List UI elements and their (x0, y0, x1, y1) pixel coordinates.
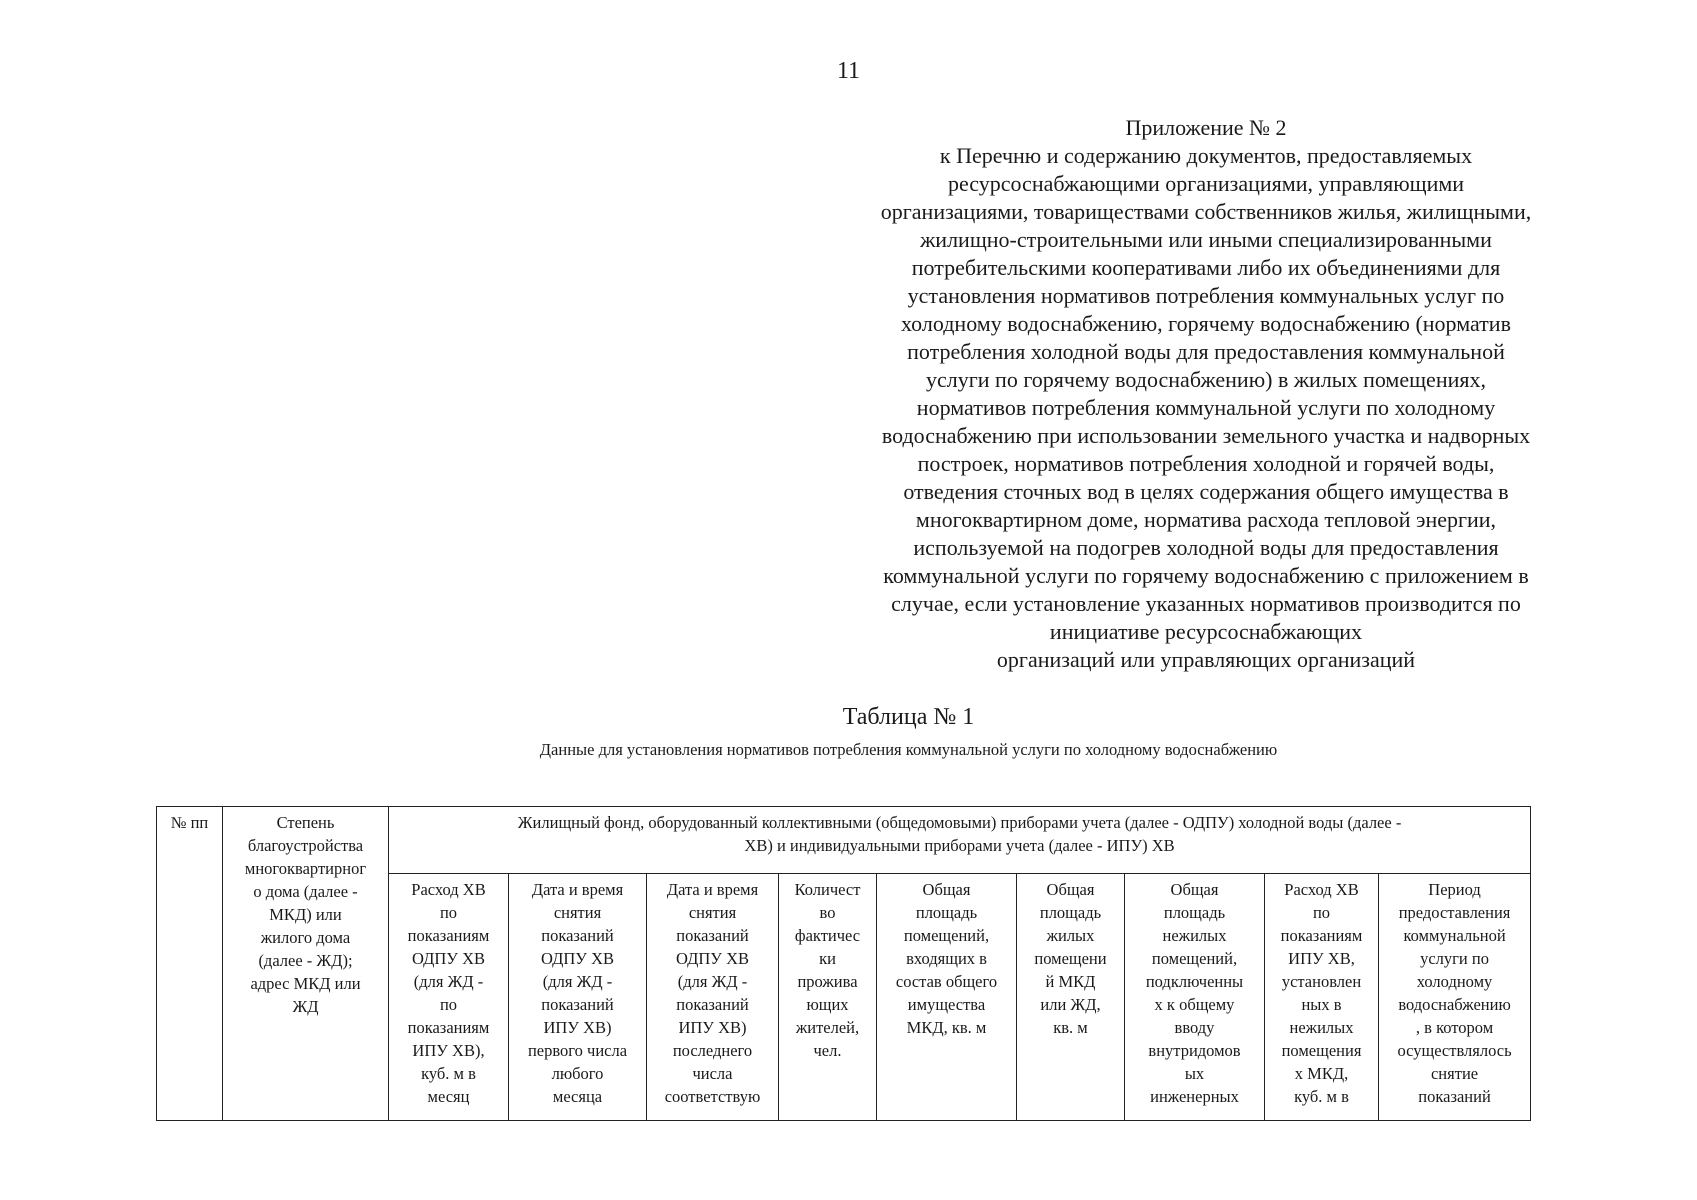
cell-line: ХВ) и индивидуальными приборами учета (далее - ИПУ) ХВ (744, 836, 1175, 855)
cell-line: установлен (1281, 972, 1362, 991)
header-sub-period (1379, 874, 1531, 1121)
cell-line: ИПУ ХВ, (1288, 949, 1355, 968)
header-sub-common-area (877, 874, 1017, 1121)
cell-line: показаний (1418, 1087, 1491, 1106)
cell-line: Количест (794, 880, 861, 899)
header-sub-residents (779, 874, 877, 1121)
cell-line: ИПУ ХВ) (678, 1018, 747, 1037)
appendix-line: к Перечню и содержанию документов, предоставляемых (939, 143, 1473, 168)
header-group-metered-housing (389, 807, 1531, 874)
cell-line: показаний (676, 995, 749, 1014)
header-sub-odpu-consumption (389, 874, 509, 1121)
appendix-line: нормативов потребления коммунальной услуги по холодному (916, 395, 1496, 420)
appendix-line: жилищно-строительными или иными специализированными (920, 227, 1492, 252)
cell-line: по (439, 903, 458, 922)
cell-line: жилых (1046, 926, 1095, 945)
cell-line: показаний (541, 995, 614, 1014)
cell-line: Общая (1046, 880, 1095, 899)
appendix-title: Приложение № 2 (1125, 115, 1287, 140)
cell-line: ИПУ ХВ) (543, 1018, 612, 1037)
table-caption: Данные для установления нормативов потребления коммунальной услуги по холодному водоснабжению (539, 740, 1278, 759)
cell-line: числа (692, 1064, 733, 1083)
cell-line: чел. (813, 1041, 842, 1060)
cell-line: Общая (922, 880, 971, 899)
header-col-degree (223, 807, 389, 1121)
cell-line: входящих в (906, 949, 987, 968)
cell-line: фактичес (794, 926, 861, 945)
cell-line: осуществлялось (1397, 1041, 1512, 1060)
cell-line: имущества (907, 995, 986, 1014)
cell-line: жилого дома (260, 928, 351, 947)
cell-line: помещений, (903, 926, 990, 945)
page-number: 11 (836, 58, 861, 84)
cell-line: (для ЖД - (413, 972, 484, 991)
appendix-line: используемой на подогрев холодной воды для предоставления (913, 535, 1499, 560)
cell-line: показаний (676, 926, 749, 945)
cell-line: куб. м в (1294, 1087, 1349, 1106)
appendix-line: многоквартирном доме, норматива расхода тепловой энергии, (915, 507, 1497, 532)
cell-line: ых (1184, 1064, 1205, 1083)
cell-line: , в котором (1415, 1018, 1494, 1037)
cell-line: (для ЖД - (677, 972, 748, 991)
cell-line: ных в (1301, 995, 1342, 1014)
cell-line: ОДПУ ХВ (541, 949, 614, 968)
appendix-line: ресурсоснабжающими организациями, управляющими (947, 171, 1465, 196)
cell-line: площадь (915, 903, 978, 922)
cell-line: о дома (далее - (253, 882, 358, 901)
appendix-line: случае, если установление указанных нормативов производится по (891, 591, 1521, 616)
cell-line: услуги по (1420, 949, 1489, 968)
cell-line: нежилых (1289, 1018, 1354, 1037)
table-title: Таблица № 1 (842, 704, 975, 730)
cell-line: Дата и время (666, 880, 759, 899)
cell-line: показаниям (407, 1018, 490, 1037)
cell-line: первого числа (527, 1041, 628, 1060)
cell-line: помещени (1034, 949, 1107, 968)
cell-line: х к общему (1154, 995, 1235, 1014)
cell-line: состав общего (895, 972, 998, 991)
cell-line: показаниям (407, 926, 490, 945)
appendix-header (836, 114, 1576, 674)
cell-line: помещений, (1151, 949, 1238, 968)
appendix-line: инициативе ресурсоснабжающих (1049, 619, 1363, 644)
cell-line: предоставления (1398, 903, 1511, 922)
cell-line: по (1312, 903, 1331, 922)
cell-line: Степень (276, 813, 335, 832)
header-col-number (157, 807, 223, 1121)
cell-line: последнего (672, 1041, 753, 1060)
cell-line: й МКД (1045, 972, 1096, 991)
appendix-line: услуги по горячему водоснабжению) в жилых помещениях, (926, 367, 1486, 392)
cell-line: площадь (1039, 903, 1102, 922)
cell-line: во (819, 903, 836, 922)
cell-line: по (439, 995, 458, 1014)
cell-line: многоквартирног (244, 859, 367, 878)
cell-line: площадь (1163, 903, 1226, 922)
cell-line: любого (551, 1064, 604, 1083)
cell-line: жителей, (795, 1018, 860, 1037)
cell-line: показаний (541, 926, 614, 945)
appendix-line: коммунальной услуги по горячему водоснабжению с приложением в (883, 563, 1529, 588)
appendix-line: организаций или управляющих организаций (996, 647, 1416, 672)
cell-line: ющих (806, 995, 849, 1014)
appendix-line: установления нормативов потребления коммунальных услуг по (907, 283, 1505, 308)
cell-line: помещения (1281, 1041, 1362, 1060)
cell-line: (далее - ЖД); (258, 951, 353, 970)
header-sub-ipu-nonresidential (1265, 874, 1379, 1121)
cell-line: х МКД, (1294, 1064, 1349, 1083)
cell-line: благоустройства (247, 836, 364, 855)
cell-line: МКД) или (269, 905, 342, 924)
cell-line: ИПУ ХВ), (412, 1041, 485, 1060)
appendix-line: водоснабжению при использовании земельного участка и надворных (881, 423, 1531, 448)
header-sub-last-day-reading (647, 874, 779, 1121)
cell-line: подключенны (1145, 972, 1244, 991)
appendix-line: построек, нормативов потребления холодной и горячей воды, (917, 451, 1495, 476)
header-sub-nonresidential-area (1125, 874, 1265, 1121)
cell-line: ки (819, 949, 836, 968)
cell-line: Расход ХВ (1284, 880, 1359, 899)
appendix-line: потребительскими кооперативами либо их объединениями для (911, 255, 1501, 280)
cell-line: холодному (1416, 972, 1493, 991)
cell-line: или ЖД, (1040, 995, 1101, 1014)
cell-line: прожива (797, 972, 858, 991)
cell-line: вводу (1174, 1018, 1215, 1037)
cell-line: показаниям (1280, 926, 1363, 945)
header-sub-first-day-reading (509, 874, 647, 1121)
cell-line: (для ЖД - (542, 972, 613, 991)
cell-line: месяца (552, 1087, 603, 1106)
cell-line: кв. м (1053, 1018, 1088, 1037)
cell-line: инженерных (1150, 1087, 1239, 1106)
header-sub-living-area (1017, 874, 1125, 1121)
cell-line: адрес МКД или (250, 974, 361, 993)
cell-line: ЖД (292, 997, 319, 1016)
cell-line: снятия (553, 903, 602, 922)
cell-line: месяц (427, 1087, 470, 1106)
appendix-line: холодному водоснабжению, горячему водоснабжению (норматив (901, 311, 1511, 336)
cell-line: ОДПУ ХВ (676, 949, 749, 968)
cell-line: водоснабжению (1398, 995, 1511, 1014)
appendix-line: отведения сточных вод в целях содержания общего имущества в (903, 479, 1509, 504)
cell-line: Общая (1170, 880, 1219, 899)
data-table (156, 806, 1531, 1121)
cell-line: снятие (1430, 1064, 1479, 1083)
appendix-line: организациями, товариществами собственников жилья, жилищными, (880, 199, 1532, 224)
cell-line: Расход ХВ (411, 880, 486, 899)
cell-line: нежилых (1162, 926, 1227, 945)
appendix-line: потребления холодной воды для предоставления коммунальной (907, 339, 1505, 364)
cell-line: Жилищный фонд, оборудованный коллективными (общедомовыми) приборами учета (далее - ОДПУ) холодной воды (далее - (517, 813, 1402, 832)
cell-line: ОДПУ ХВ (412, 949, 485, 968)
cell-line: МКД, кв. м (906, 1018, 987, 1037)
cell-line: Период (1428, 880, 1481, 899)
cell-line: куб. м в (421, 1064, 476, 1083)
cell-line: № пп (170, 813, 209, 832)
cell-line: Дата и время (531, 880, 624, 899)
cell-line: коммунальной (1403, 926, 1506, 945)
cell-line: внутридомов (1148, 1041, 1241, 1060)
cell-line: соответствую (664, 1087, 761, 1106)
cell-line: снятия (688, 903, 737, 922)
